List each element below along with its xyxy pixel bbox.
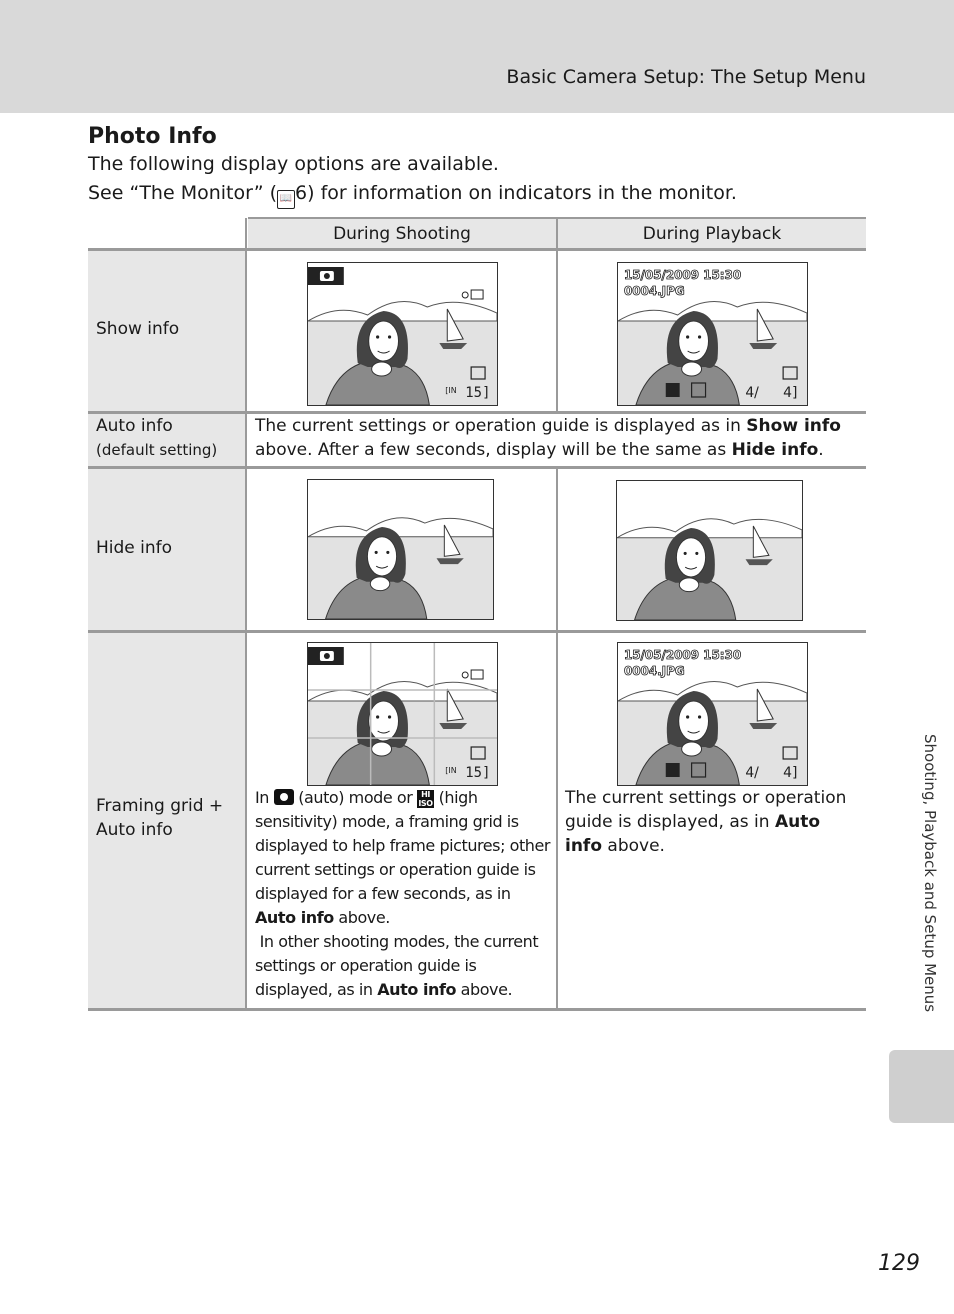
section-title: Basic Camera Setup: The Setup Menu xyxy=(506,66,866,88)
desc-text: In xyxy=(255,788,269,807)
table-bottom-rule xyxy=(88,1008,866,1011)
desc-text: above. xyxy=(338,908,390,927)
desc-text: . xyxy=(818,440,824,460)
section-tab xyxy=(889,1050,954,1123)
framing-grid-playback-description xyxy=(565,786,861,858)
desc-bold: Auto info xyxy=(565,812,821,856)
desc-bold-hide-info: Hide info xyxy=(731,440,819,460)
intro-ref-pre: See “The Monitor” ( xyxy=(88,182,278,204)
camera-icon xyxy=(274,789,294,805)
header-bar xyxy=(0,0,954,113)
desc-text: The current settings or operation guide is displayed, as in xyxy=(565,788,847,832)
row-label-auto-info xyxy=(96,414,217,462)
svg-text:4]: 4] xyxy=(783,764,798,782)
desc-text: In other shooting modes, the current settings or operation guide is displayed, as in xyxy=(255,932,539,999)
page-ref[interactable]: 6 xyxy=(295,182,308,204)
monitor-show-info-shooting xyxy=(307,262,498,406)
row-label-hide-info: Hide info xyxy=(96,538,173,558)
desc-text: (high sensitivity) mode, a framing grid is displayed to help frame pictures; other current settings or operation guide is displayed for a few seconds, as in xyxy=(255,788,551,903)
framing-grid-label-line2: Auto info xyxy=(96,820,173,840)
svg-text:]: ] xyxy=(483,384,489,402)
desc-text: The current settings or operation guide is displayed as in xyxy=(255,416,747,436)
high-iso-icon: HI ISO xyxy=(418,790,433,808)
intro-ref-post: ) for information on indicators in the monitor. xyxy=(307,182,737,204)
svg-text:15/05/2009 15:30: 15/05/2009 15:30 xyxy=(623,267,742,283)
auto-info-description xyxy=(255,414,860,462)
monitor-hide-info-shooting xyxy=(307,479,494,620)
page-number: 129 xyxy=(878,1251,920,1276)
desc-text: above. After a few seconds, display will be the same as xyxy=(255,440,732,460)
column-divider xyxy=(245,218,247,1010)
svg-text:[IN: [IN xyxy=(445,765,457,776)
monitor-hide-info-playback xyxy=(616,480,803,621)
column-header-playback: During Playback xyxy=(642,224,782,244)
default-setting-note: (default setting) xyxy=(96,441,218,459)
desc-bold-show-info: Show info xyxy=(746,416,841,436)
row-label-show-info: Show info xyxy=(96,319,180,339)
row-rule xyxy=(88,248,866,251)
svg-text:4/: 4/ xyxy=(745,384,759,402)
desc-text: (auto) mode or xyxy=(298,788,413,807)
monitor-show-info-playback xyxy=(617,262,808,406)
side-section-label xyxy=(920,730,940,1040)
desc-bold: Auto info xyxy=(255,908,334,927)
svg-text:0004.JPG: 0004.JPG xyxy=(623,283,685,299)
row-label-framing-grid xyxy=(96,794,223,842)
svg-text:]: ] xyxy=(483,764,489,782)
intro-text: The following display options are available. xyxy=(88,153,499,175)
svg-text:4/: 4/ xyxy=(745,764,759,782)
row-rule xyxy=(88,630,866,633)
desc-bold: Auto info xyxy=(377,980,457,999)
svg-text:15: 15 xyxy=(465,764,483,782)
desc-text: above. xyxy=(607,836,665,856)
auto-info-label: Auto info xyxy=(96,416,173,436)
column-header-shooting: During Shooting xyxy=(333,224,471,244)
row-rule xyxy=(88,466,866,469)
svg-text:0004.JPG: 0004.JPG xyxy=(623,663,685,679)
svg-text:[IN: [IN xyxy=(445,385,457,396)
page-title: Photo Info xyxy=(88,124,217,149)
svg-text:15/05/2009 15:30: 15/05/2009 15:30 xyxy=(623,647,742,663)
intro-reference-text xyxy=(88,182,737,209)
column-divider xyxy=(556,218,558,413)
column-divider xyxy=(556,467,558,1010)
book-icon: 📖 xyxy=(277,190,295,209)
monitor-framing-grid-shooting xyxy=(307,642,498,786)
monitor-framing-grid-playback xyxy=(617,642,808,786)
desc-text: above. xyxy=(460,980,513,999)
side-section-text: Shooting, Playback and Setup Menus xyxy=(921,734,939,1013)
framing-grid-label-line1: Framing grid + xyxy=(96,796,224,816)
svg-text:15: 15 xyxy=(465,384,483,402)
svg-text:4]: 4] xyxy=(783,384,798,402)
framing-grid-shooting-description xyxy=(255,786,551,1002)
